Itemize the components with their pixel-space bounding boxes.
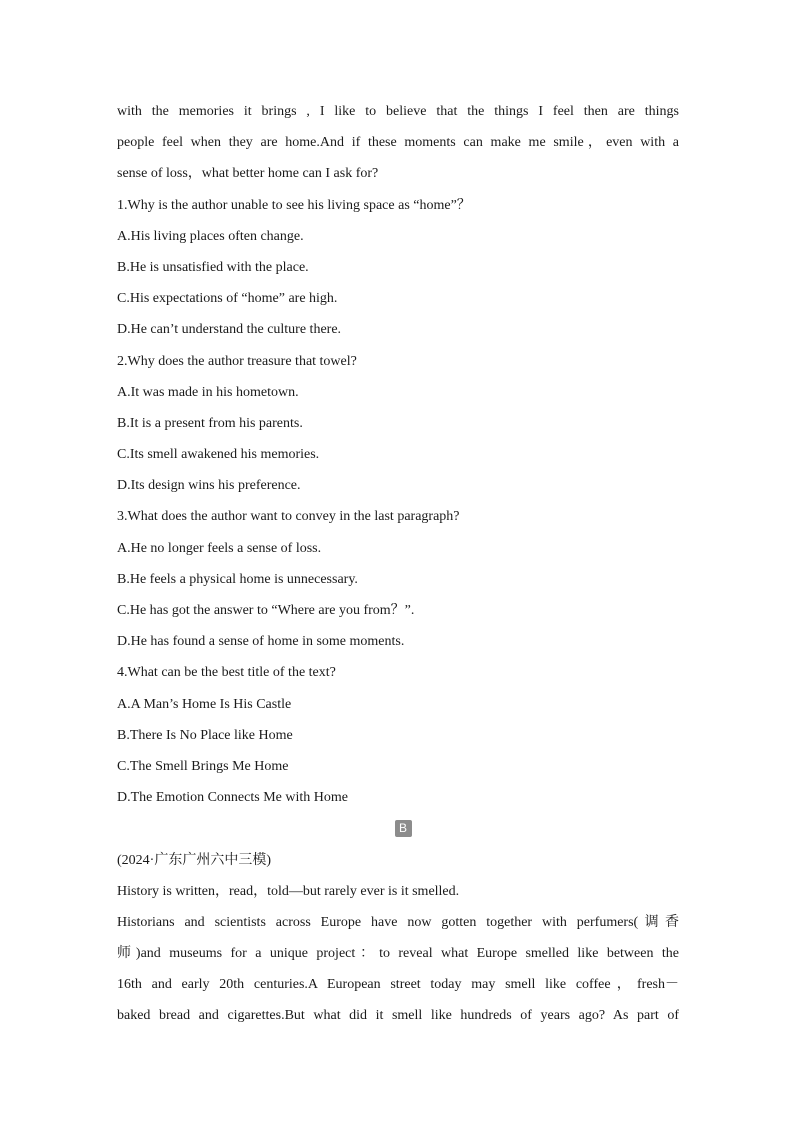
paragraph-line: baked bread and cigarettes.But what did it smell like hundreds of years ago? As part of [117,1008,679,1024]
question-1 [117,190,679,346]
answer-option: C.Its smell awakened his memories. [117,447,320,463]
question-stem: 4.What can be the best title of the text? [117,665,336,681]
answer-option: A.A Man’s Home Is His Castle [117,696,292,712]
answer-option: A.It was made in his hometown. [117,384,299,400]
answer-option: B.There Is No Place like Home [117,727,293,743]
answer-option: D.The Emotion Connects Me with Home [117,790,348,806]
answer-option: A.He no longer feels a sense of loss. [117,540,322,556]
question-stem: 1.Why is the author unable to see his living space as “home”？ [117,197,471,213]
paragraph-line: Historians and scientists across Europe have now gotten together with perfumers(调香 [117,914,679,930]
question-3 [117,501,679,657]
paragraph-line: 16th and early 20th centuries.A European street today may smell like coffee，fresh－ [117,977,679,993]
section-badge: B [395,820,412,837]
section-b-marker [117,813,679,844]
question-2 [117,346,679,502]
answer-option: B.It is a present from his parents. [117,415,303,431]
paragraph-line: with the memories it brings , I like to believe that the things I feel then are things [117,104,679,119]
answer-option: D.He can’t understand the culture there. [117,322,342,338]
passage-b [117,845,679,1032]
answer-option: B.He feels a physical home is unnecessary. [117,571,358,587]
question-4 [117,657,679,813]
passage-a-ending [117,96,679,190]
passage-intro: History is written，read，told—but rarely ever is it smelled. [117,883,460,899]
answer-option: D.Its design wins his preference. [117,478,301,494]
answer-option: C.The Smell Brings Me Home [117,758,289,774]
question-stem: 3.What does the author want to convey in the last paragraph? [117,509,460,525]
paragraph-line: people feel when they are home.And if these moments can make me smile，even with a [117,135,679,151]
paragraph-line: sense of loss，what better home can I ask for? [117,166,379,182]
answer-option: C.His expectations of “home” are high. [117,291,338,307]
answer-option: B.He is unsatisfied with the place. [117,259,309,275]
paragraph-line: 师)and museums for a unique project：to reveal what Europe smelled like between the [117,946,679,962]
answer-option: C.He has got the answer to “Where are you from？”. [117,603,415,618]
document-page [117,96,679,1032]
answer-option: D.He has found a sense of home in some moments. [117,634,405,650]
question-stem: 2.Why does the author treasure that towel? [117,353,357,369]
source-note: (2024·广东广州六中三模) [117,852,271,868]
answer-option: A.His living places often change. [117,228,304,244]
